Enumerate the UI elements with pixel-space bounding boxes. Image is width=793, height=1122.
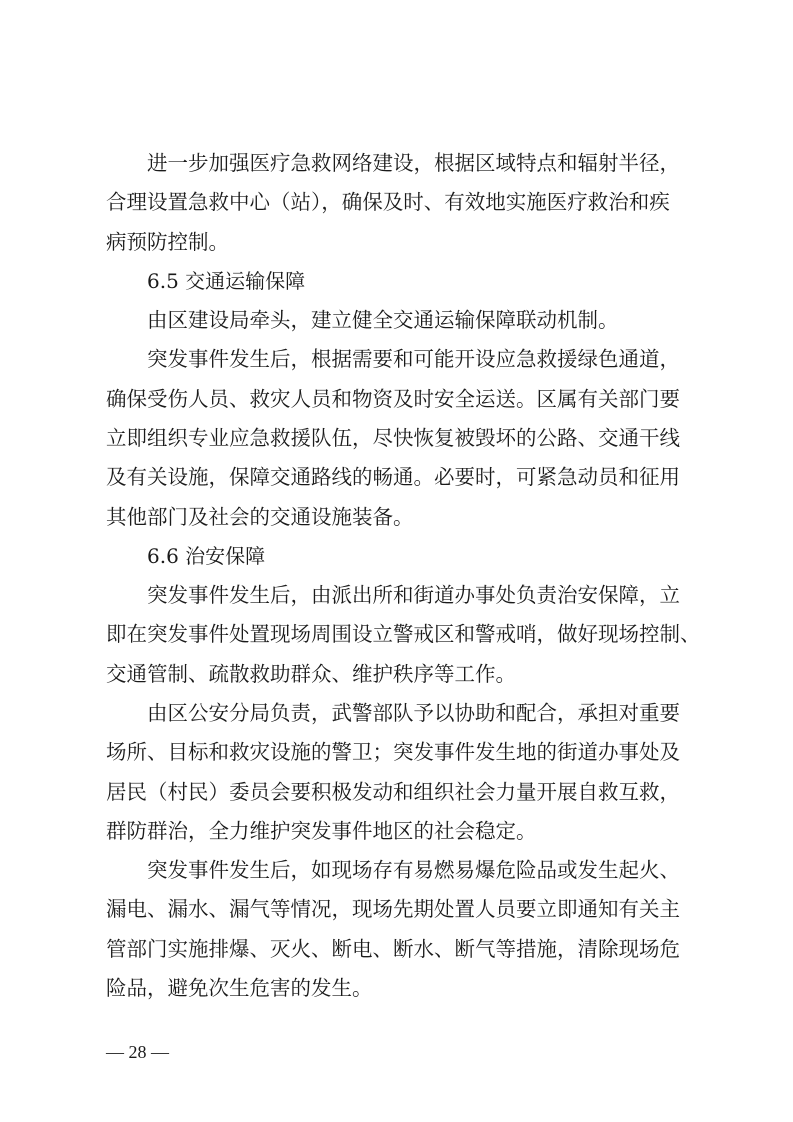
paragraph-line: 由区公安分局负责，武警部队予以协助和配合，承担对重要: [147, 701, 680, 725]
paragraph-line: 其他部门及社会的交通设施装备。: [106, 505, 414, 529]
paragraph-line: 即在突发事件处置现场周围设立警戒区和警戒哨，做好现场控制、: [106, 622, 701, 646]
paragraph-line: 管部门实施排爆、灭火、断电、断水、断气等措施，清除现场危: [106, 937, 680, 961]
page-number: — 28 —: [106, 1042, 169, 1062]
paragraph-line: 场所、目标和救灾设施的警卫；突发事件发生地的街道办事处及: [106, 740, 680, 764]
paragraph-line: 险品，避免次生危害的发生。: [106, 976, 373, 1000]
paragraph-line: 病预防控制。: [106, 230, 229, 254]
paragraph-line: 群防群治，全力维护突发事件地区的社会稳定。: [106, 819, 537, 843]
paragraph-line: 突发事件发生后，如现场存有易燃易爆危险品或发生起火、: [147, 858, 680, 882]
paragraph-line: 确保受伤人员、救灾人员和物资及时安全运送。区属有关部门要: [106, 387, 680, 411]
paragraph-line: 合理设置急救中心（站），确保及时、有效地实施医疗救治和疾: [106, 190, 670, 214]
section-heading: 6.5 交通运输保障: [147, 269, 306, 293]
paragraph-line: 由区建设局牵头，建立健全交通运输保障联动机制。: [147, 308, 619, 332]
paragraph-line: 及有关设施，保障交通路线的畅通。必要时，可紧急动员和征用: [106, 465, 680, 489]
section-heading: 6.6 治安保障: [147, 544, 266, 568]
paragraph-line: 进一步加强医疗急救网络建设，根据区域特点和辐射半径，: [147, 151, 680, 175]
paragraph-line: 立即组织专业应急救援队伍，尽快恢复被毁坏的公路、交通干线: [106, 426, 680, 450]
paragraph-line: 突发事件发生后，根据需要和可能开设应急救援绿色通道，: [147, 347, 680, 371]
paragraph-line: 漏电、漏水、漏气等情况，现场先期处置人员要立即通知有关主: [106, 897, 680, 921]
paragraph-line: 突发事件发生后，由派出所和街道办事处负责治安保障，立: [147, 583, 680, 607]
paragraph-line: 居民（村民）委员会要积极发动和组织社会力量开展自救互救，: [106, 780, 680, 804]
paragraph-line: 交通管制、疏散救助群众、维护秩序等工作。: [106, 662, 516, 686]
